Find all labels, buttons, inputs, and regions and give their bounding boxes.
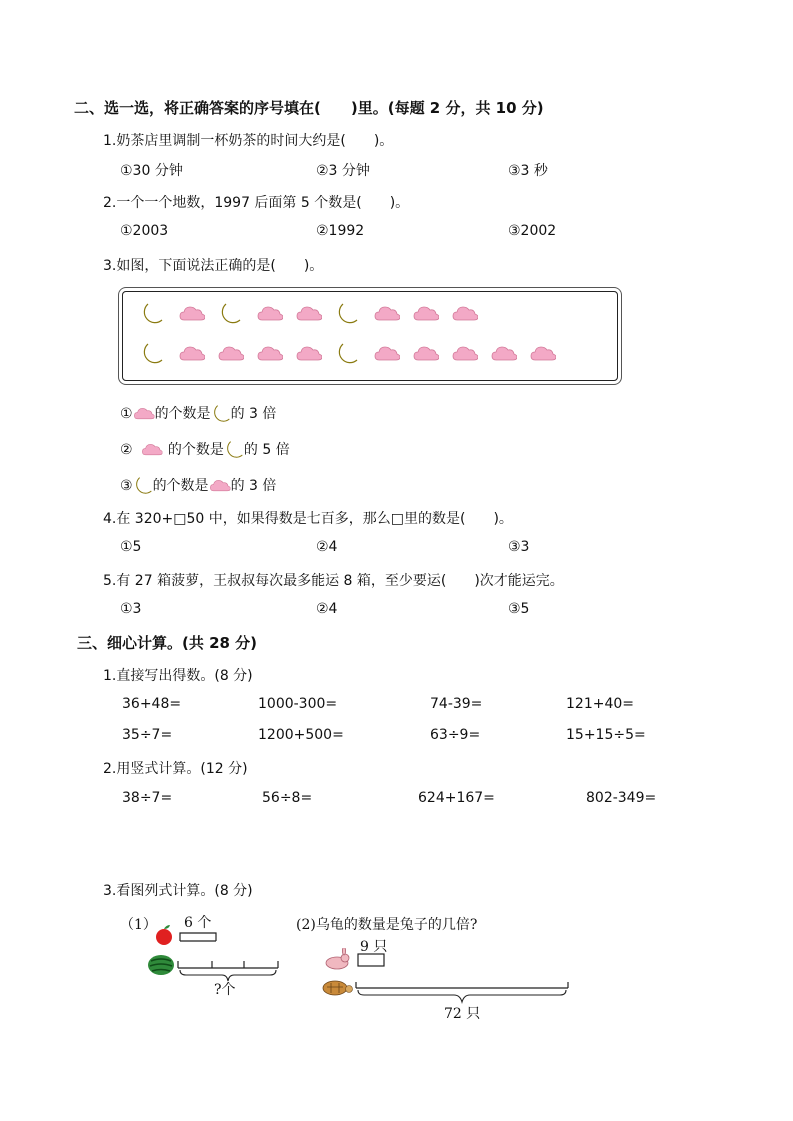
p3-a-label: （1） <box>120 917 157 933</box>
q3-option-3-mark: ③ <box>120 478 133 494</box>
q2-option-1: ①2003 <box>120 223 169 239</box>
q3-option-1-text-a: 的个数是 <box>154 406 211 422</box>
section3-title: 三、细心计算。(共 28 分) <box>77 634 258 652</box>
p2-expr: 802-349= <box>586 790 657 806</box>
cloud-icon <box>296 344 322 364</box>
q4-option-3: ③3 <box>508 539 530 555</box>
p2-expr: 38÷7= <box>122 790 173 806</box>
p3-b-top-label: 9 只 <box>360 939 388 955</box>
q4-option-2: ②4 <box>316 539 338 555</box>
cloud-icon <box>374 344 400 364</box>
cloud-icon <box>209 478 231 494</box>
p3-title: 3.看图列式计算。(8 分) <box>103 883 253 899</box>
rabbit-icon <box>322 948 352 970</box>
moon-icon <box>335 342 359 366</box>
section2-title: 二、选一选，将正确答案的序号填在( )里。(每题 2 分，共 10 分) <box>74 99 544 117</box>
q2-stem: 2.一个一个地数，1997 后面第 5 个数是( )。 <box>103 195 410 211</box>
apple-icon <box>152 924 178 946</box>
turtle-icon <box>318 976 354 998</box>
q1-option-3: ③3 秒 <box>508 163 548 179</box>
cloud-icon <box>296 304 322 324</box>
moon-icon <box>218 302 242 326</box>
cloud-icon <box>374 304 400 324</box>
cloud-icon <box>413 304 439 324</box>
cloud-icon <box>530 344 556 364</box>
p3-a-top-label: 6 个 <box>184 915 212 931</box>
p3-b-label: (2)乌龟的数量是兔子的几倍? <box>296 917 478 933</box>
q5-stem: 5.有 27 箱菠萝，王叔叔每次最多能运 8 箱，至少要运( )次才能运完。 <box>103 573 564 589</box>
watermelon-icon <box>146 953 176 977</box>
cloud-icon <box>452 344 478 364</box>
p1-expr: 36+48= <box>122 696 182 712</box>
p1-expr: 63÷9= <box>430 727 481 743</box>
q3-option-3 <box>120 475 276 496</box>
cloud-icon <box>257 304 283 324</box>
p1-expr: 15+15÷5= <box>566 727 646 743</box>
q3-option-2-text-a: 的个数是 <box>167 442 224 458</box>
moon-icon <box>140 342 164 366</box>
q3-option-1 <box>120 403 276 424</box>
q4-option-1: ①5 <box>120 539 142 555</box>
p3-b-bottom-label: 72 只 <box>444 1006 481 1022</box>
moon-icon <box>224 440 244 460</box>
apple-bar-brace <box>178 928 218 942</box>
q1-stem: 1.奶茶店里调制一杯奶茶的时间大约是( )。 <box>103 133 394 149</box>
moon-icon <box>133 476 153 496</box>
q3-option-2-mark: ② <box>120 442 133 458</box>
q5-option-1: ①3 <box>120 601 142 617</box>
rabbit-bar <box>356 950 386 968</box>
q2-option-2: ②1992 <box>316 223 365 239</box>
cloud-icon <box>452 304 478 324</box>
q5-option-2: ②4 <box>316 601 338 617</box>
p1-expr: 1200+500= <box>258 727 344 743</box>
p1-expr: 74-39= <box>430 696 483 712</box>
cloud-icon <box>179 344 205 364</box>
moon-icon <box>335 302 359 326</box>
q3-option-2 <box>120 439 290 460</box>
cloud-icon <box>179 304 205 324</box>
cloud-icon <box>133 406 155 422</box>
q3-option-1-mark: ① <box>120 406 133 422</box>
q3-option-1-text-b: 的 3 倍 <box>230 406 277 422</box>
q3-option-3-text-a: 的个数是 <box>152 478 209 494</box>
p1-expr: 121+40= <box>566 696 634 712</box>
cloud-icon <box>141 442 163 458</box>
p1-title: 1.直接写出得数。(8 分) <box>103 668 253 684</box>
p1-expr: 35÷7= <box>122 727 173 743</box>
p3-a-bottom-label: ?个 <box>214 982 236 998</box>
cloud-icon <box>491 344 517 364</box>
p2-expr: 56÷8= <box>262 790 313 806</box>
q2-option-3: ③2002 <box>508 223 557 239</box>
q1-option-2: ②3 分钟 <box>316 163 370 179</box>
p2-title: 2.用竖式计算。(12 分) <box>103 761 248 777</box>
cloud-icon <box>218 344 244 364</box>
cloud-icon <box>257 344 283 364</box>
q1-option-1: ①30 分钟 <box>120 163 183 179</box>
q3-option-2-text-b: 的 5 倍 <box>243 442 290 458</box>
cloud-icon <box>413 344 439 364</box>
moon-icon <box>140 302 164 326</box>
moon-icon <box>211 404 231 424</box>
q3-option-3-text-b: 的 3 倍 <box>230 478 277 494</box>
q5-option-3: ③5 <box>508 601 530 617</box>
p2-expr: 624+167= <box>418 790 495 806</box>
q4-stem: 4.在 320+□50 中，如果得数是七百多，那么□里的数是( )。 <box>103 511 513 527</box>
q3-stem: 3.如图，下面说法正确的是( )。 <box>103 258 324 274</box>
p1-expr: 1000-300= <box>258 696 338 712</box>
